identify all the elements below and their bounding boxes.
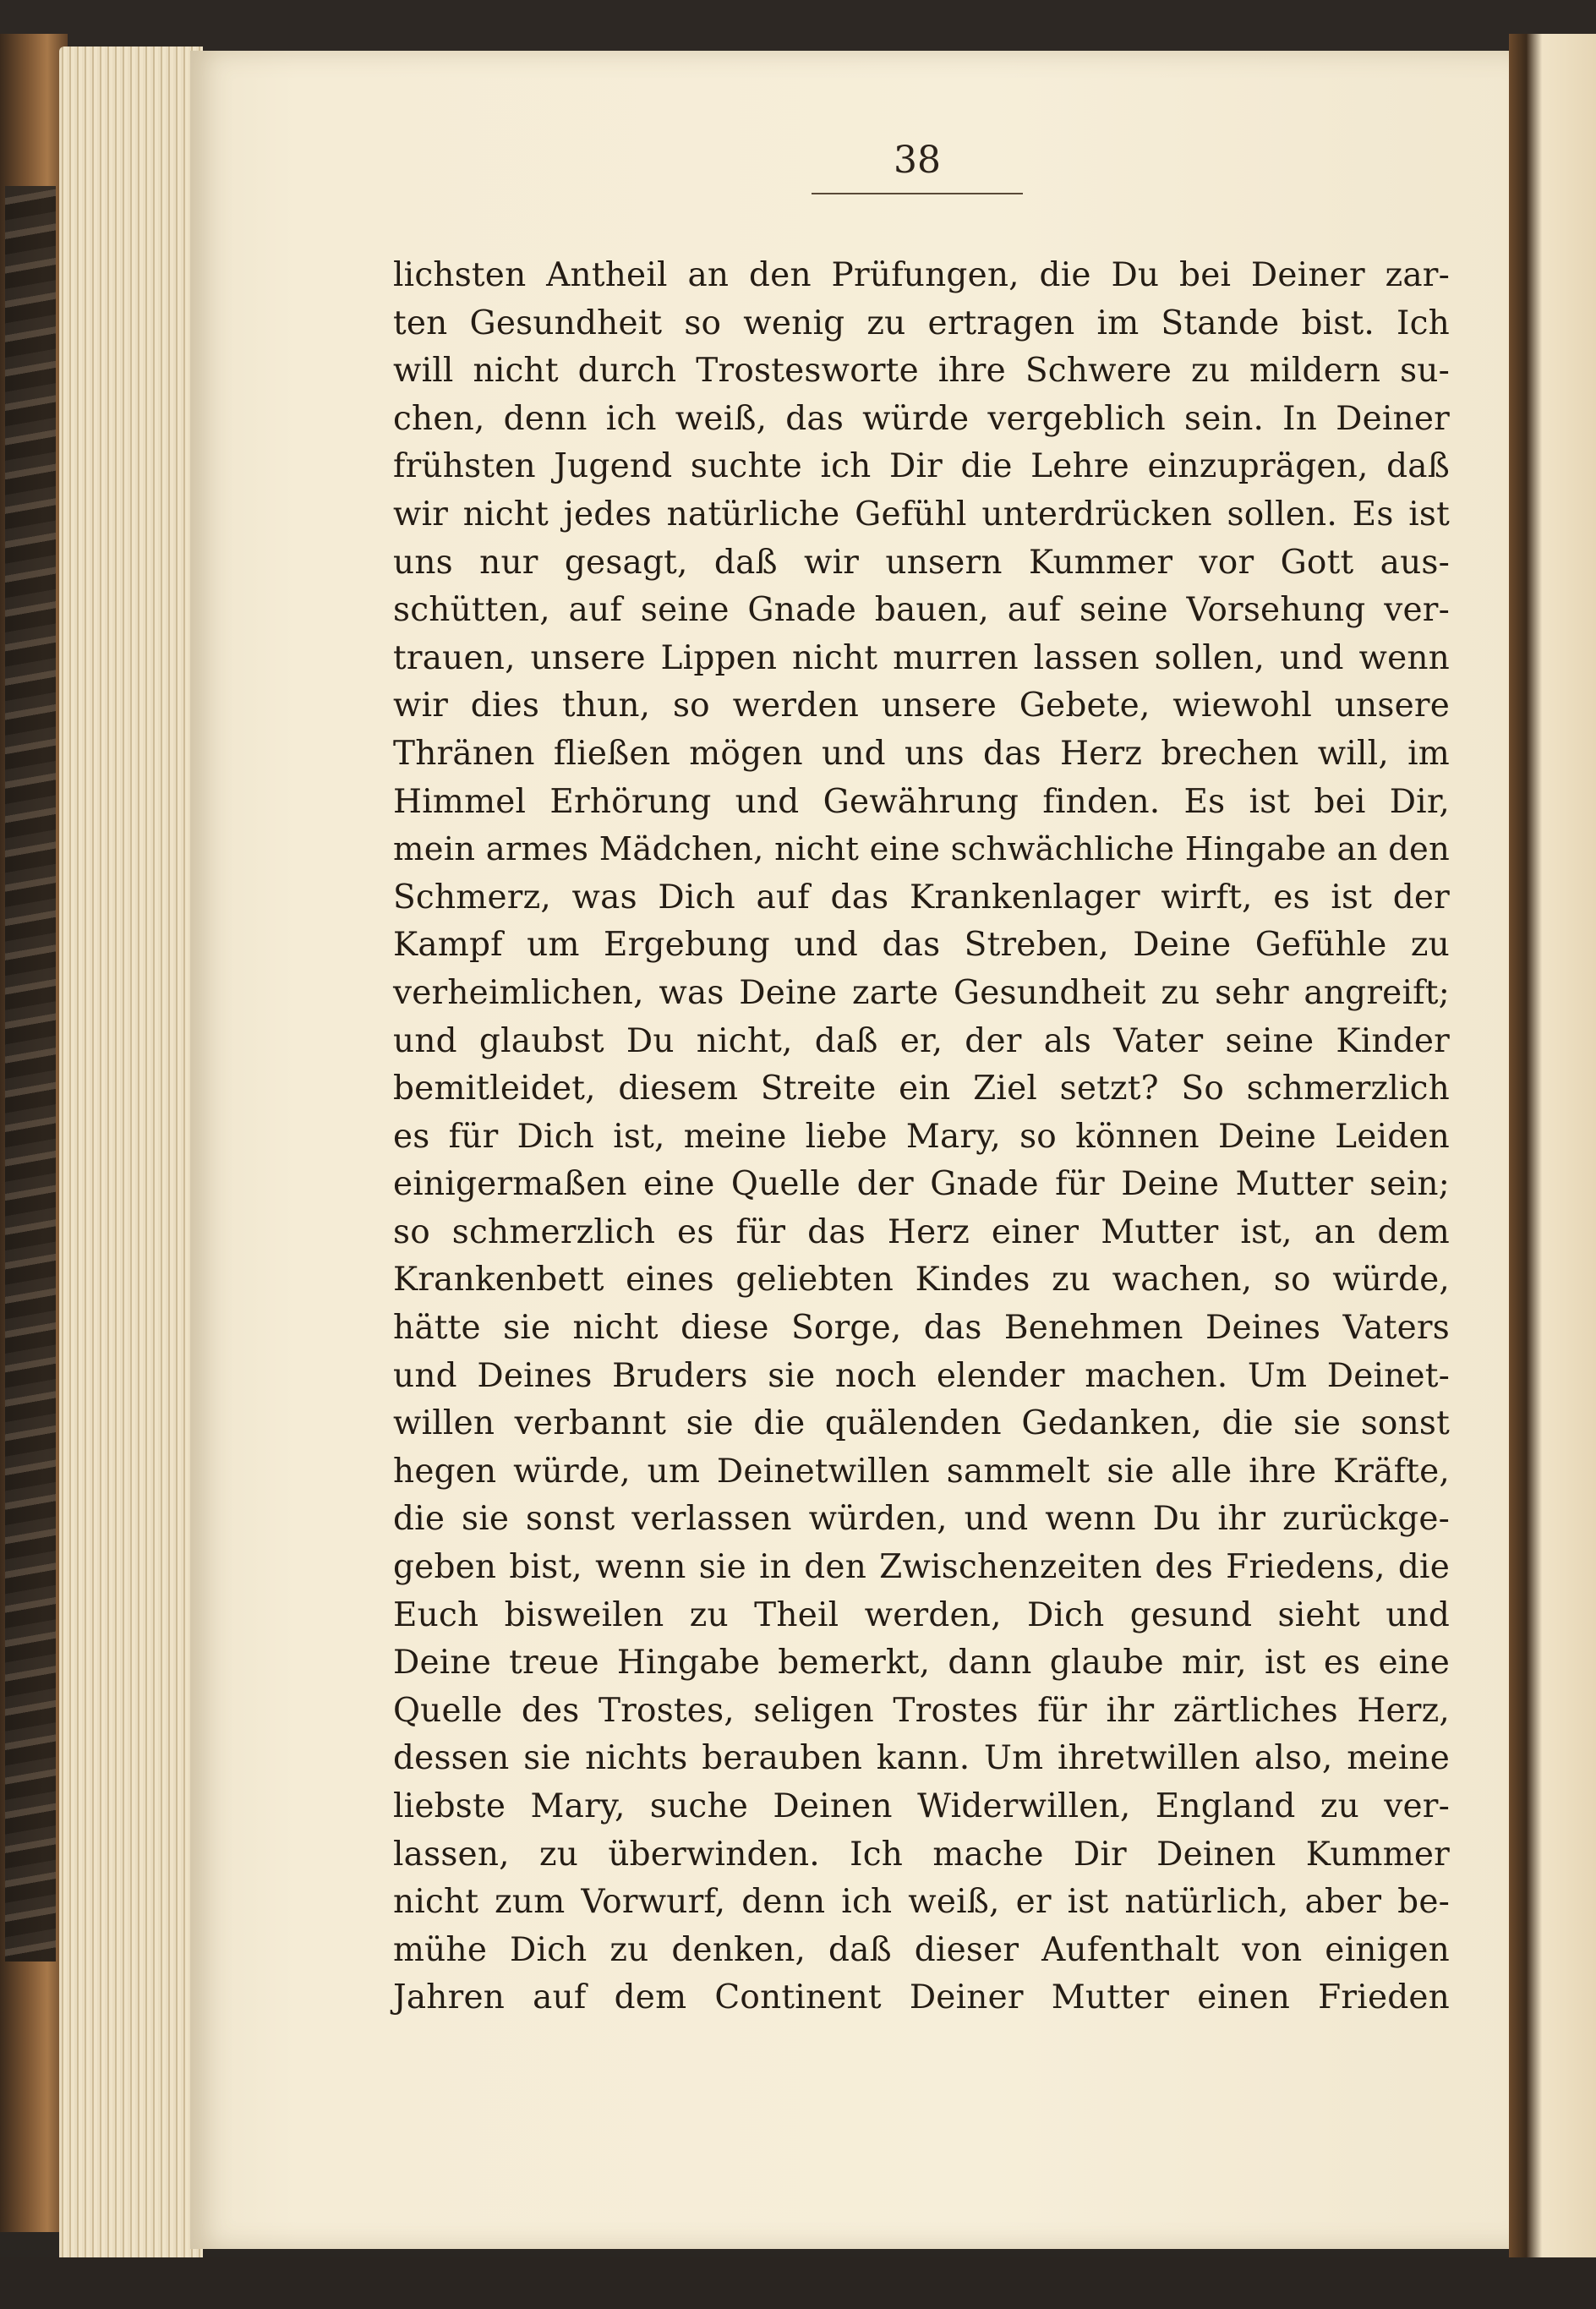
text-line: Quelle des Trostes, seligen Trostes für ihr zärtliches Herz, — [393, 1691, 1450, 1730]
text-line: lassen, zu überwinden. Ich mache Dir Deinen Kummer — [393, 1835, 1450, 1874]
text-line: ten Gesundheit so wenig zu ertragen im Stande bist. Ich — [393, 304, 1450, 342]
text-line: hätte sie nicht diese Sorge, das Benehmen Deines Vaters — [393, 1309, 1450, 1348]
text-line: wir dies thun, so werden unsere Gebete, wiewohl unsere — [393, 687, 1450, 725]
text-line: liebste Mary, suche Deinen Widerwillen, England zu ver- — [393, 1787, 1450, 1825]
text-line: will nicht durch Trostesworte ihre Schwere zu mildern su- — [393, 352, 1450, 391]
text-line: Himmel Erhörung und Gewährung finden. Es ist bei Dir, — [393, 782, 1450, 821]
text-line: Jahren auf dem Continent Deiner Mutter einen Frieden — [393, 1978, 1450, 2017]
book-gutter — [1509, 34, 1596, 2274]
text-line: Thränen fließen mögen und uns das Herz brechen will, im — [393, 734, 1450, 773]
text-line: geben bist, wenn sie in den Zwischenzeiten des Friedens, die — [393, 1548, 1450, 1587]
text-line: wir nicht jedes natürliche Gefühl unterdrücken sollen. Es ist — [393, 495, 1450, 533]
header-rule — [812, 193, 1023, 194]
scan-background-bottom — [0, 2257, 1596, 2309]
text-line: schütten, auf seine Gnade bauen, auf seine Vorsehung ver- — [393, 591, 1450, 630]
text-line: bemitleidet, diesem Streite ein Ziel setzt? So schmerzlich — [393, 1070, 1450, 1108]
text-line: Deine treue Hingabe bemerkt, dann glaube mir, ist es eine — [393, 1644, 1450, 1683]
text-line: die sie sonst verlassen würden, und wenn Du ihr zurückge- — [393, 1500, 1450, 1539]
text-line: mein armes Mädchen, nicht eine schwächliche Hingabe an den — [393, 830, 1450, 869]
text-line: es für Dich ist, meine liebe Mary, so können Deine Leiden — [393, 1117, 1450, 1156]
text-line: trauen, unsere Lippen nicht murren lassen sollen, und wenn — [393, 638, 1450, 677]
text-line: mühe Dich zu denken, daß dieser Aufenthalt von einigen — [393, 1930, 1450, 1969]
text-line: Schmerz, was Dich auf das Krankenlager wirft, es ist der — [393, 878, 1450, 916]
text-line: dessen sie nichts berauben kann. Um ihretwillen also, meine — [393, 1739, 1450, 1778]
page-number: 38 — [894, 139, 941, 182]
text-line: chen, denn ich weiß, das würde vergeblich sein. In Deiner — [393, 399, 1450, 438]
text-line: uns nur gesagt, daß wir unsern Kummer vor Gott aus- — [393, 543, 1450, 582]
text-line: verheimlichen, was Deine zarte Gesundheit zu sehr angreift; — [393, 973, 1450, 1012]
text-line: frühsten Jugend suchte ich Dir die Lehre einzuprägen, daß — [393, 447, 1450, 486]
text-line: Krankenbett eines geliebten Kindes zu wachen, so würde, — [393, 1261, 1450, 1299]
page-stack-edges — [59, 47, 203, 2270]
text-line: und glaubst Du nicht, daß er, der als Vater seine Kinder — [393, 1021, 1450, 1060]
text-line: einigermaßen eine Quelle der Gnade für Deine Mutter sein; — [393, 1165, 1450, 1204]
text-line: hegen würde, um Deinetwillen sammelt sie alle ihre Kräfte, — [393, 1452, 1450, 1491]
page-header — [812, 135, 1023, 194]
body-text — [393, 252, 1450, 2022]
book-cover-edge — [0, 34, 68, 2232]
scan-background-top — [0, 0, 1596, 51]
marbled-cover-pattern — [5, 186, 56, 1962]
text-line: Kampf um Ergebung und das Streben, Deine Gefühle zu — [393, 926, 1450, 965]
text-line: willen verbannt sie die quälenden Gedanken, die sie sonst — [393, 1404, 1450, 1443]
text-line: lichsten Antheil an den Prüfungen, die Du bei Deiner zar- — [393, 256, 1450, 294]
text-line: nicht zum Vorwurf, denn ich weiß, er ist natürlich, aber be- — [393, 1883, 1450, 1922]
text-line: Euch bisweilen zu Theil werden, Dich gesund sieht und — [393, 1595, 1450, 1634]
text-line: und Deines Bruders sie noch elender machen. Um Deinet- — [393, 1356, 1450, 1395]
text-line: so schmerzlich es für das Herz einer Mutter ist, an dem — [393, 1212, 1450, 1251]
